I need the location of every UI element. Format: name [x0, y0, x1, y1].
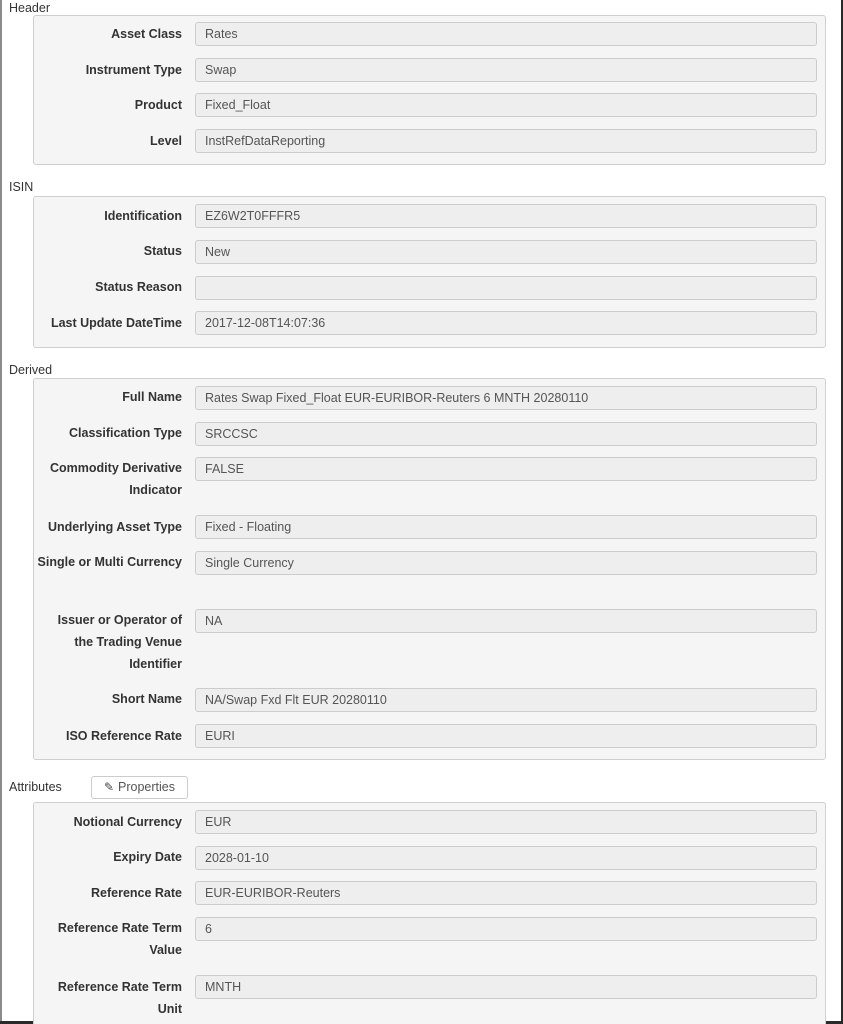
field-label-commodity-derivative-indicator: Commodity Derivative Indicator: [50, 461, 182, 497]
properties-button[interactable]: [91, 776, 188, 799]
properties-button-label: Properties: [118, 780, 176, 794]
field-value-single-or-multi-currency[interactable]: Single Currency: [195, 551, 817, 575]
field-label-iso-reference-rate: ISO Reference Rate: [65, 729, 182, 743]
field-label-full-name: Full Name: [122, 390, 182, 404]
field-label-status-reason: Status Reason: [95, 280, 182, 294]
field-label-status: Status: [143, 244, 182, 258]
field-value-reference-rate-term-value[interactable]: 6: [195, 917, 817, 941]
field-label-level: Level: [150, 134, 182, 148]
field-label-product: Product: [134, 98, 182, 112]
field-value-reference-rate[interactable]: EUR-EURIBOR-Reuters: [195, 881, 817, 905]
pencil-icon: ✎: [103, 780, 115, 794]
field-label-classification-type: Classification Type: [69, 426, 182, 440]
field-value-product[interactable]: Fixed_Float: [195, 93, 817, 117]
field-label-instrument-type: Instrument Type: [85, 63, 182, 77]
field-value-short-name[interactable]: NA/Swap Fxd Flt EUR 20280110: [195, 688, 817, 712]
field-value-notional-currency[interactable]: EUR: [195, 810, 817, 834]
field-label-asset-class: Asset Class: [111, 27, 182, 41]
field-label-reference-rate-term-value: Reference Rate Term Value: [57, 921, 182, 957]
field-value-identification[interactable]: EZ6W2T0FFFR5: [195, 204, 817, 228]
field-value-instrument-type[interactable]: Swap: [195, 58, 817, 82]
field-value-asset-class[interactable]: Rates: [195, 22, 817, 46]
field-value-commodity-derivative-indicator[interactable]: FALSE: [195, 457, 817, 481]
field-value-classification-type[interactable]: SRCCSC: [195, 422, 817, 446]
field-value-last-update-datetime[interactable]: 2017-12-08T14:07:36: [195, 311, 817, 335]
window-left-edge: [0, 0, 2, 1024]
field-value-full-name[interactable]: Rates Swap Fixed_Float EUR-EURIBOR-Reuters 6 MNTH 20280110: [195, 386, 817, 410]
field-label-identification: Identification: [104, 209, 182, 223]
field-value-expiry-date[interactable]: 2028-01-10: [195, 846, 817, 870]
section-title-derived: Derived: [9, 363, 53, 377]
field-label-short-name: Short Name: [111, 692, 182, 706]
field-label-expiry-date: Expiry Date: [113, 850, 182, 864]
field-value-reference-rate-term-unit[interactable]: MNTH: [195, 975, 817, 999]
field-value-status[interactable]: New: [195, 240, 817, 264]
field-value-level[interactable]: InstRefDataReporting: [195, 129, 817, 153]
field-label-single-or-multi-currency: Single or Multi Currency: [37, 555, 182, 569]
field-value-underlying-asset-type[interactable]: Fixed - Floating: [195, 515, 817, 539]
field-label-underlying-asset-type: Underlying Asset Type: [47, 520, 182, 534]
field-value-status-reason[interactable]: [195, 276, 817, 300]
section-title-attributes: Attributes: [9, 780, 62, 794]
field-label-last-update-datetime: Last Update DateTime: [50, 316, 182, 330]
field-label-reference-rate: Reference Rate: [90, 886, 182, 900]
section-title-header: Header: [9, 1, 50, 15]
field-label-notional-currency: Notional Currency: [73, 815, 182, 829]
field-value-iso-reference-rate[interactable]: EURI: [195, 724, 817, 748]
section-title-isin: ISIN: [9, 180, 34, 194]
field-label-issuer-trading-venue-identifier: Issuer or Operator of the Trading Venue Identifier: [57, 613, 182, 671]
field-value-issuer-trading-venue-identifier[interactable]: NA: [195, 609, 817, 633]
field-label-reference-rate-term-unit: Reference Rate Term Unit: [57, 980, 182, 1016]
